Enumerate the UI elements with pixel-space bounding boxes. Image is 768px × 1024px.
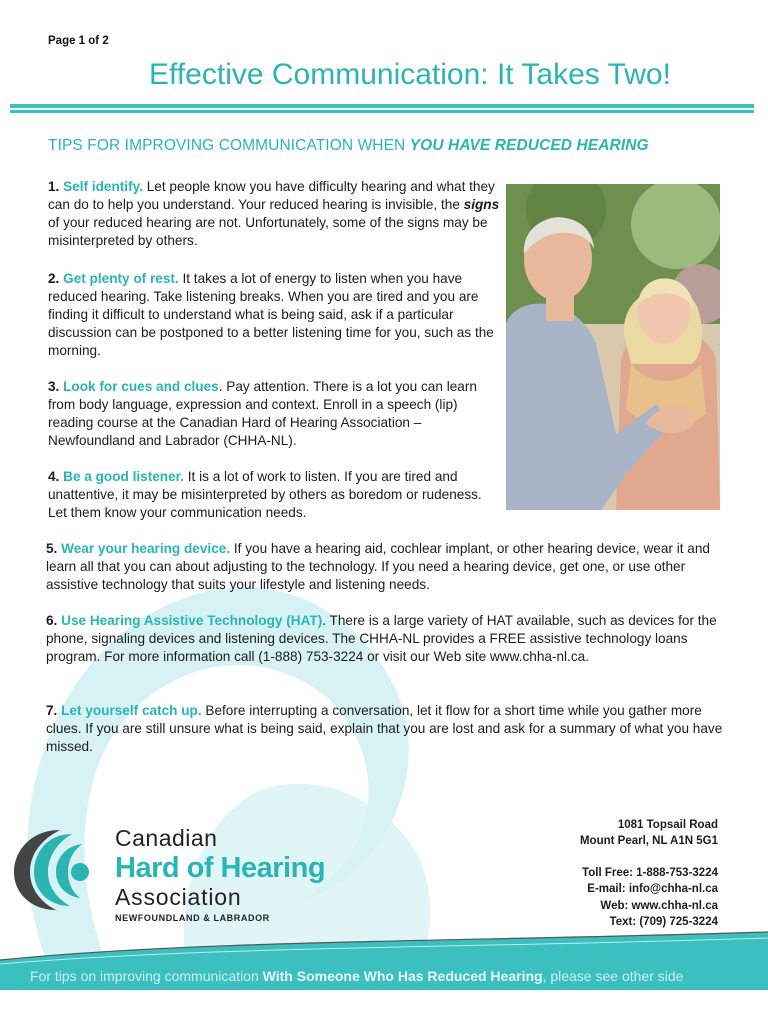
chha-logo-icon bbox=[10, 822, 102, 914]
page-title: Effective Communication: It Takes Two! bbox=[149, 58, 671, 91]
subtitle-text: TIPS FOR IMPROVING COMMUNICATION WHEN bbox=[48, 137, 410, 154]
tip-number: 2. bbox=[48, 271, 60, 286]
tip-heading: Be a good listener. bbox=[63, 469, 184, 484]
tip-text: It takes a lot of energy to listen when you have reduced hearing. Take listening breaks. When you are tired and you are finding it difficult to understand what is being said, ask if a particular discussion can be postponed to a better listening time for you, such as the morning. bbox=[48, 271, 494, 358]
tip-text: . There is a large variety of HAT available, such as devices for the phone, signaling devices and listening devices. The CHHA-NL provides a FREE assistive technology loans program. For more information call (1-888) 753-3224 or visit our Web site www.chha-nl.ca. bbox=[46, 613, 717, 664]
contact-toll-free: Toll Free: 1-888-753-3224 bbox=[582, 867, 718, 879]
tip-text: Before interrupting a conversation, let it flow for a short time while you gather more clues. If you are still unsure what is being said, explain that you are lost and ask for a summary of what you have missed. bbox=[46, 703, 723, 754]
subtitle-emphasis: YOU HAVE REDUCED HEARING bbox=[409, 137, 649, 154]
tip-cues-clues bbox=[48, 378, 500, 450]
org-name-line-3: Association bbox=[115, 884, 242, 910]
footer-note bbox=[30, 968, 683, 984]
tip-heading: Let yourself catch up. bbox=[61, 703, 202, 718]
contact-web: Web: www.chha-nl.ca bbox=[600, 900, 718, 912]
footer-note-suffix: , please see other side bbox=[542, 968, 684, 984]
tip-heading: Look for cues and clues bbox=[63, 379, 219, 394]
tip-emphasis: signs bbox=[463, 197, 500, 212]
tip-assistive-technology bbox=[46, 612, 726, 666]
tip-number: 1. bbox=[48, 179, 60, 194]
tip-number: 6. bbox=[46, 613, 58, 628]
contact-text: Text: (709) 725-3224 bbox=[609, 916, 718, 928]
tip-text: It is a lot of work to listen. If you are tired and unattentive, it may be misinterpreted by others as boredom or rudeness. Let them know your communication needs. bbox=[48, 469, 482, 520]
tip-hearing-device bbox=[46, 540, 726, 594]
tip-number: 7. bbox=[46, 703, 58, 718]
page-indicator: Page 1 of 2 bbox=[48, 35, 109, 47]
tip-number: 5. bbox=[46, 541, 58, 556]
tip-text: . Pay attention. There is a lot you can learn from body language, expression and context. Enroll in a speech (lip) reading course at the Canadian Hard of Hearing Association – Newfoundland and Labrador (CHHA-NL). bbox=[48, 379, 477, 448]
tip-heading: Use Hearing Assistive Technology (HAT) bbox=[61, 613, 323, 628]
tip-text-continued: of your reduced hearing are not. Unfortunately, some of the signs may be misinterpreted by others. bbox=[48, 215, 488, 248]
couple-photo bbox=[506, 184, 720, 510]
footer-note-bold: With Someone Who Has Reduced Hearing bbox=[262, 968, 543, 984]
contact-address-street: 1081 Topsail Road bbox=[617, 819, 718, 831]
tip-heading: Wear your hearing device. bbox=[61, 541, 231, 556]
tip-heading: Self identify. bbox=[63, 179, 143, 194]
tip-heading: Get plenty of rest. bbox=[63, 271, 179, 286]
tip-text: If you have a hearing aid, cochlear implant, or other hearing device, wear it and learn all that you can about adjusting to the technology. If you need a hearing device, get one, or use other assistive technology that suits your lifestyle and listening needs. bbox=[46, 541, 710, 592]
header-divider bbox=[10, 104, 754, 108]
section-subtitle bbox=[48, 137, 649, 155]
org-region: NEWFOUNDLAND & LABRADOR bbox=[115, 913, 270, 923]
tip-get-rest bbox=[48, 270, 500, 360]
tip-number: 3. bbox=[48, 379, 60, 394]
org-name-line-2: Hard of Hearing bbox=[115, 852, 326, 884]
contact-email: E-mail: info@chha-nl.ca bbox=[587, 883, 718, 895]
contact-address-city: Mount Pearl, NL A1N 5G1 bbox=[579, 835, 718, 847]
header-divider-secondary bbox=[10, 110, 754, 113]
tip-self-identify bbox=[48, 178, 500, 250]
tip-number: 4. bbox=[48, 469, 60, 484]
tip-good-listener bbox=[48, 468, 490, 522]
footer-note-prefix: For tips on improving communication bbox=[30, 968, 263, 984]
tip-catch-up bbox=[46, 702, 726, 756]
org-name-line-1: Canadian bbox=[115, 825, 218, 851]
tip-text: Let people know you have difficulty hearing and what they can do to help you understand. Your reduced hearing is invisible, the bbox=[48, 179, 495, 212]
